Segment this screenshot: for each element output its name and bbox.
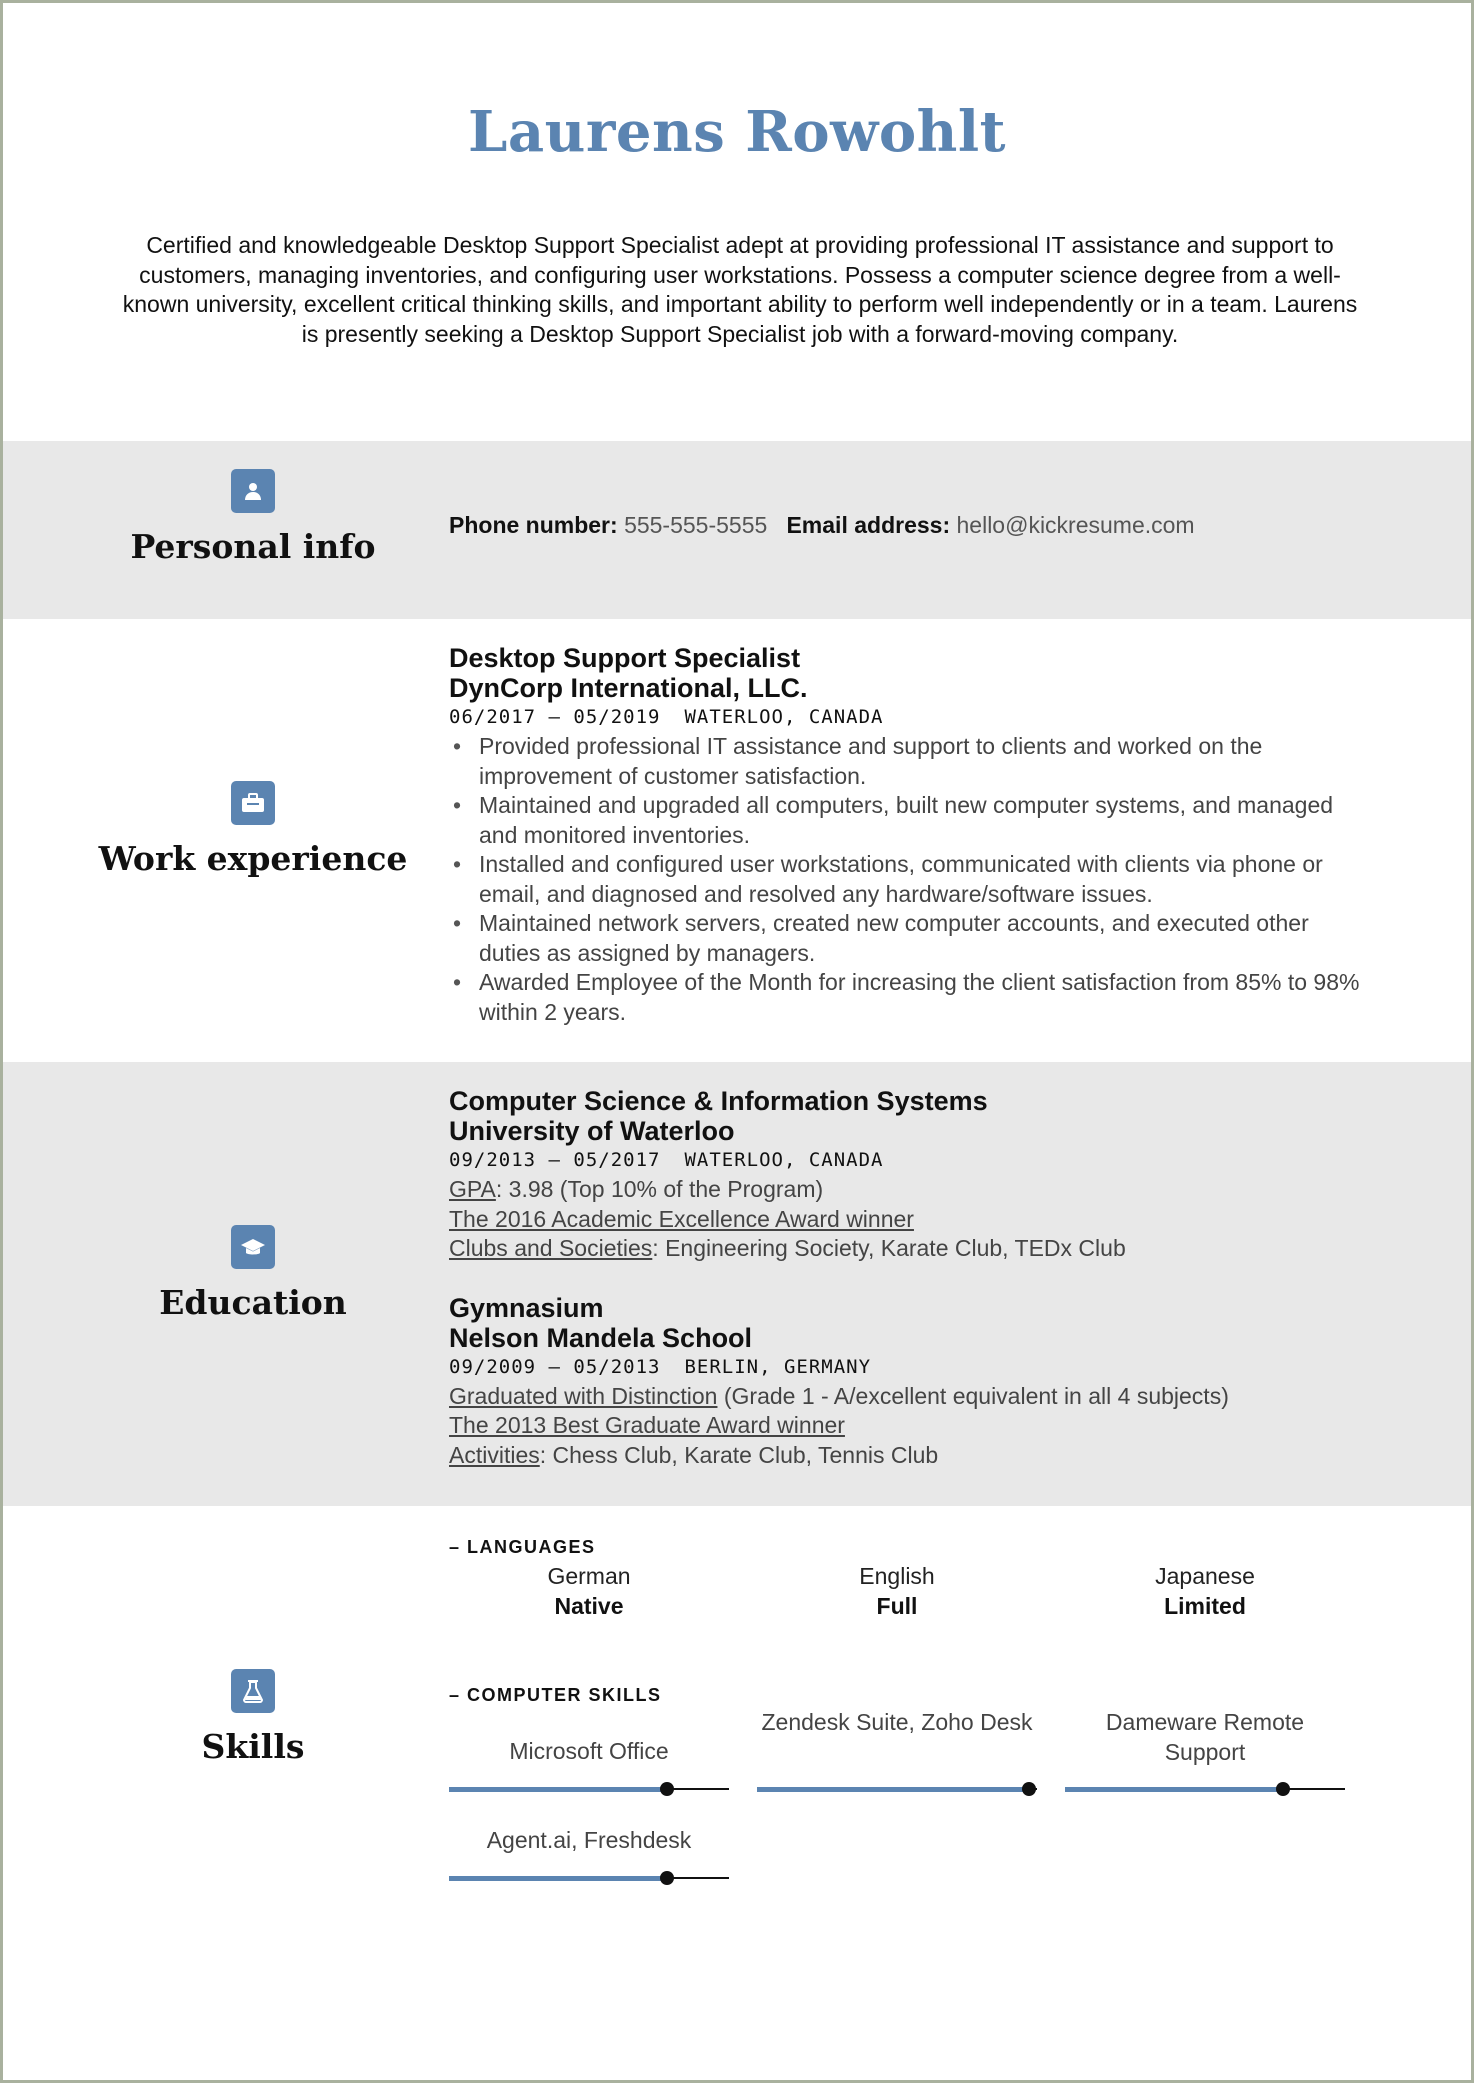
job-dates: 06/2017 – 05/2019 (449, 706, 661, 728)
language-item (747, 1562, 1047, 1621)
language-level: Limited (1164, 1592, 1246, 1619)
skill-bar (449, 1780, 729, 1798)
graduation-cap-icon (231, 1225, 275, 1269)
education-dates-location (449, 1353, 1369, 1382)
section-title-education: Education (159, 1283, 347, 1322)
email-value[interactable]: hello@kickresume.com (956, 512, 1195, 538)
skill-bar-fill (1065, 1787, 1283, 1792)
job-bullet: • Installed and configured user workstations, communicated with clients via phone or email, and diagnosed and resolved any hardware/software issues. (479, 850, 1369, 909)
language-name: Japanese (1155, 1563, 1255, 1589)
section-title-personal-info: Personal info (130, 527, 376, 566)
detail-label: Graduated with Distinction (449, 1382, 718, 1409)
degree-title: Gymnasium (449, 1292, 604, 1323)
education-location: BERLIN, GERMANY (684, 1355, 872, 1378)
skill-name: Microsoft Office (509, 1738, 669, 1764)
language-item (1055, 1562, 1355, 1621)
skill-name: Zendesk Suite, Zoho Desk (761, 1709, 1033, 1735)
education-dates: 09/2013 – 05/2017 (449, 1149, 661, 1171)
job-location: WATERLOO, CANADA (684, 706, 884, 728)
education-detail (449, 1441, 1369, 1471)
section-title-skills: Skills (201, 1727, 305, 1766)
school-name: University of Waterloo (449, 1116, 735, 1146)
languages-label: – LANGUAGES (449, 1537, 596, 1557)
skill-name: Dameware Remote Support (1105, 1709, 1305, 1765)
phone-value: 555-555-5555 (624, 512, 768, 538)
skill-bar-knob (1022, 1782, 1036, 1796)
job-title: Desktop Support Specialist (449, 643, 801, 673)
email-label: Email address: (786, 512, 951, 538)
language-name: German (547, 1563, 631, 1589)
skills-section (3, 1506, 1471, 1926)
skill-bar-fill (757, 1787, 1029, 1792)
detail-text: : 3.98 (Top 10% of the Program) (495, 1176, 824, 1202)
job-bullet: • Maintained network servers, created new computer accounts, and executed other duties as assigned by managers. (479, 909, 1369, 968)
skill-bar (757, 1780, 1037, 1798)
flask-icon (231, 1669, 275, 1713)
detail-label: Clubs and Societies (449, 1235, 653, 1261)
skill-bar-fill (449, 1787, 667, 1792)
skill-bar (1065, 1780, 1345, 1798)
personal-info-section (3, 441, 1471, 619)
skill-bar-knob (1276, 1782, 1290, 1796)
job-bullet: • Awarded Employee of the Month for increasing the client satisfaction from 85% to 98% within 2 years. (479, 968, 1369, 1027)
language-level: Native (554, 1592, 624, 1619)
skill-bar (449, 1869, 729, 1887)
detail-label: GPA (449, 1176, 496, 1202)
skill-name: Agent.ai, Freshdesk (486, 1827, 692, 1853)
education-dates-location (449, 1146, 1369, 1175)
education-detail (449, 1382, 1369, 1412)
skill-bar-fill (449, 1876, 667, 1881)
education-location: WATERLOO, CANADA (684, 1149, 884, 1171)
education-detail (449, 1234, 1369, 1264)
computer-skills-label: – COMPUTER SKILLS (449, 1685, 662, 1705)
skill-bar-knob (660, 1871, 674, 1885)
education-entry (449, 1086, 1369, 1264)
company-name: DynCorp International, LLC. (449, 673, 808, 703)
candidate-name: Laurens Rowohlt (467, 99, 1007, 165)
education-section (3, 1062, 1471, 1506)
work-experience-section (3, 619, 1471, 1062)
award-label: The 2016 Academic Excellence Award winner (449, 1205, 914, 1232)
education-detail (449, 1175, 1369, 1205)
job-bullet: • Maintained and upgraded all computers, built new computer systems, and managed and monitored inventories. (479, 791, 1369, 850)
phone-label: Phone number: (449, 512, 618, 538)
job-bullets (449, 732, 1369, 1027)
briefcase-icon (231, 781, 275, 825)
job-dates-location (449, 703, 1369, 732)
section-title-work-experience: Work experience (98, 839, 408, 878)
award-label: The 2013 Best Graduate Award winner (449, 1412, 845, 1438)
person-icon (231, 469, 275, 513)
job-bullet: • Provided professional IT assistance and support to clients and worked on the improvement of customer satisfaction. (479, 732, 1369, 791)
skill-bar-knob (660, 1782, 674, 1796)
education-detail (449, 1205, 1369, 1235)
detail-text: : Chess Club, Karate Club, Tennis Club (539, 1441, 939, 1468)
profile-summary: Certified and knowledgeable Desktop Support Specialist adept at providing professional IT assistance and support to customers, managing inventories, and configuring user workstations. Possess a computer science degree from a well-known university, excellent critical thinking skills, and important ability to perform well independently or in a team. Laurens is presently seeking a Desktop Support Specialist job with a forward-moving company. (122, 232, 1358, 347)
education-detail (449, 1411, 1369, 1441)
language-level: Full (876, 1592, 918, 1619)
detail-label: Activities (449, 1441, 540, 1468)
education-dates: 09/2009 – 05/2013 (449, 1355, 661, 1378)
detail-text: : Engineering Society, Karate Club, TEDx Club (652, 1235, 1126, 1261)
language-item (439, 1562, 739, 1621)
school-name: Nelson Mandela School (449, 1322, 753, 1353)
language-name: English (859, 1563, 935, 1589)
degree-title: Computer Science & Information Systems (449, 1086, 988, 1116)
detail-text: (Grade 1 - A/excellent equivalent in all 4 subjects) (717, 1382, 1229, 1409)
education-entry (449, 1293, 1369, 1471)
